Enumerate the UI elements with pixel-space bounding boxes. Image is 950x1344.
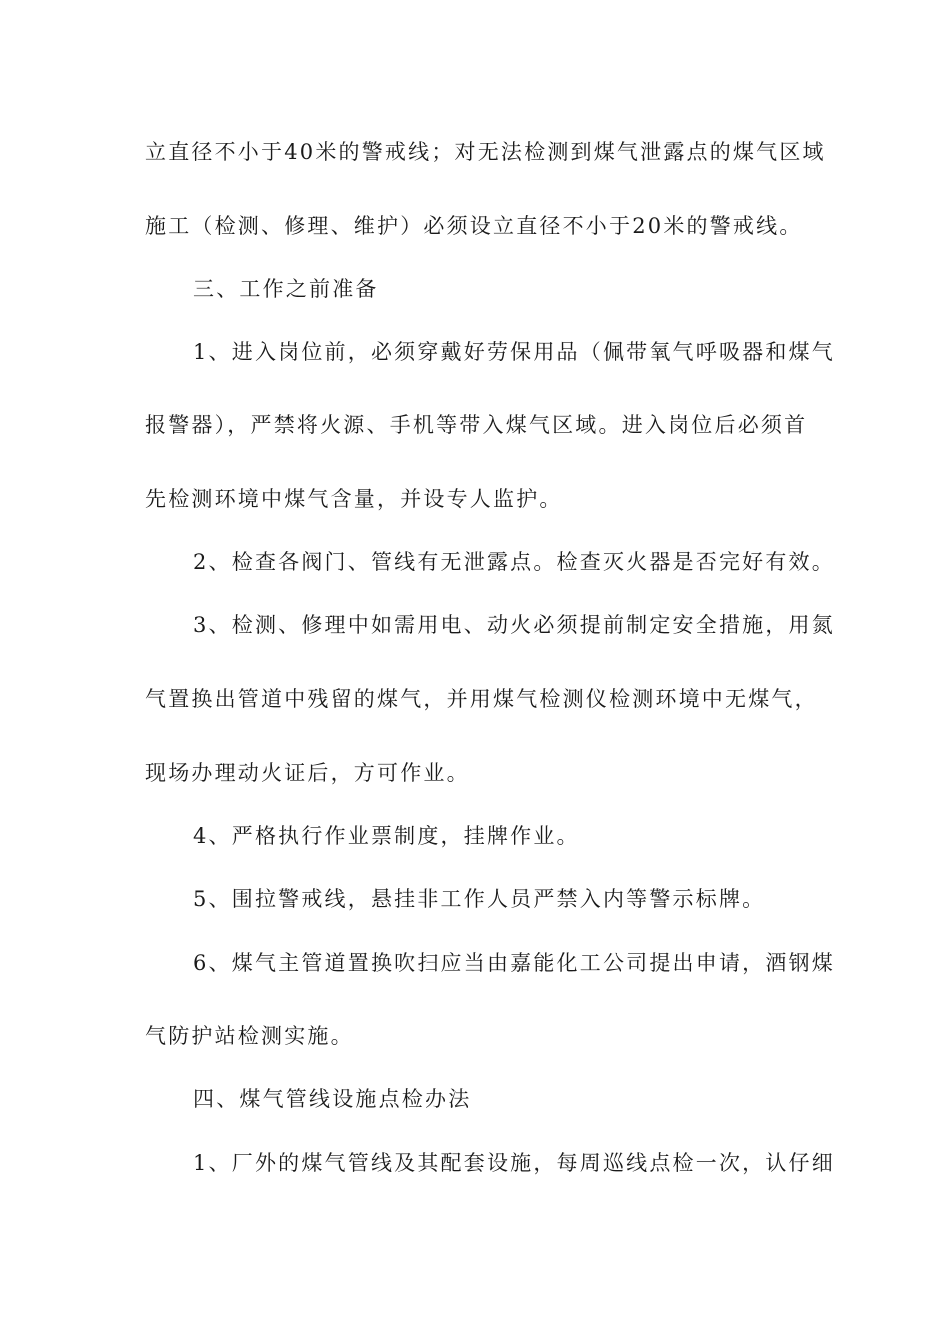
text-line: 气置换出管道中残留的煤气，并用煤气检测仪检测环境中无煤气， [145,687,818,711]
text-line: 5、围拉警戒线，悬挂非工作人员严禁入内等警示标牌。 [193,887,766,911]
text-line: 现场办理动火证后，方可作业。 [145,761,470,785]
text-line: 报警器），严禁将火源、手机等带入煤气区域。进入岗位后必须首 [145,413,808,437]
text-line: 气防护站检测实施。 [145,1024,354,1048]
text-line: 6、煤气主管道置换吹扫应当由嘉能化工公司提出申请，酒钢煤 [193,951,835,975]
text-line: 先检测环境中煤气含量，并设专人监护。 [145,487,563,511]
text-line: 立直径不小于40米的警戒线；对无法检测到煤气泄露点的煤气区域 [145,140,826,164]
text-line: 施工（检测、修理、维护）必须设立直径不小于20米的警戒线。 [145,214,803,238]
section-heading: 四、煤气管线设施点检办法 [193,1087,472,1111]
text-line: 2、检查各阀门、管线有无泄露点。检查灭火器是否完好有效。 [193,550,835,574]
text-line: 1、进入岗位前，必须穿戴好劳保用品（佩带氧气呼吸器和煤气 [193,340,835,364]
text-line: 1、厂外的煤气管线及其配套设施，每周巡线点检一次，认仔细 [193,1151,835,1175]
section-heading: 三、工作之前准备 [193,277,379,301]
text-line: 3、检测、修理中如需用电、动火必须提前制定安全措施，用氮 [193,613,835,637]
text-line: 4、严格执行作业票制度，挂牌作业。 [193,824,580,848]
